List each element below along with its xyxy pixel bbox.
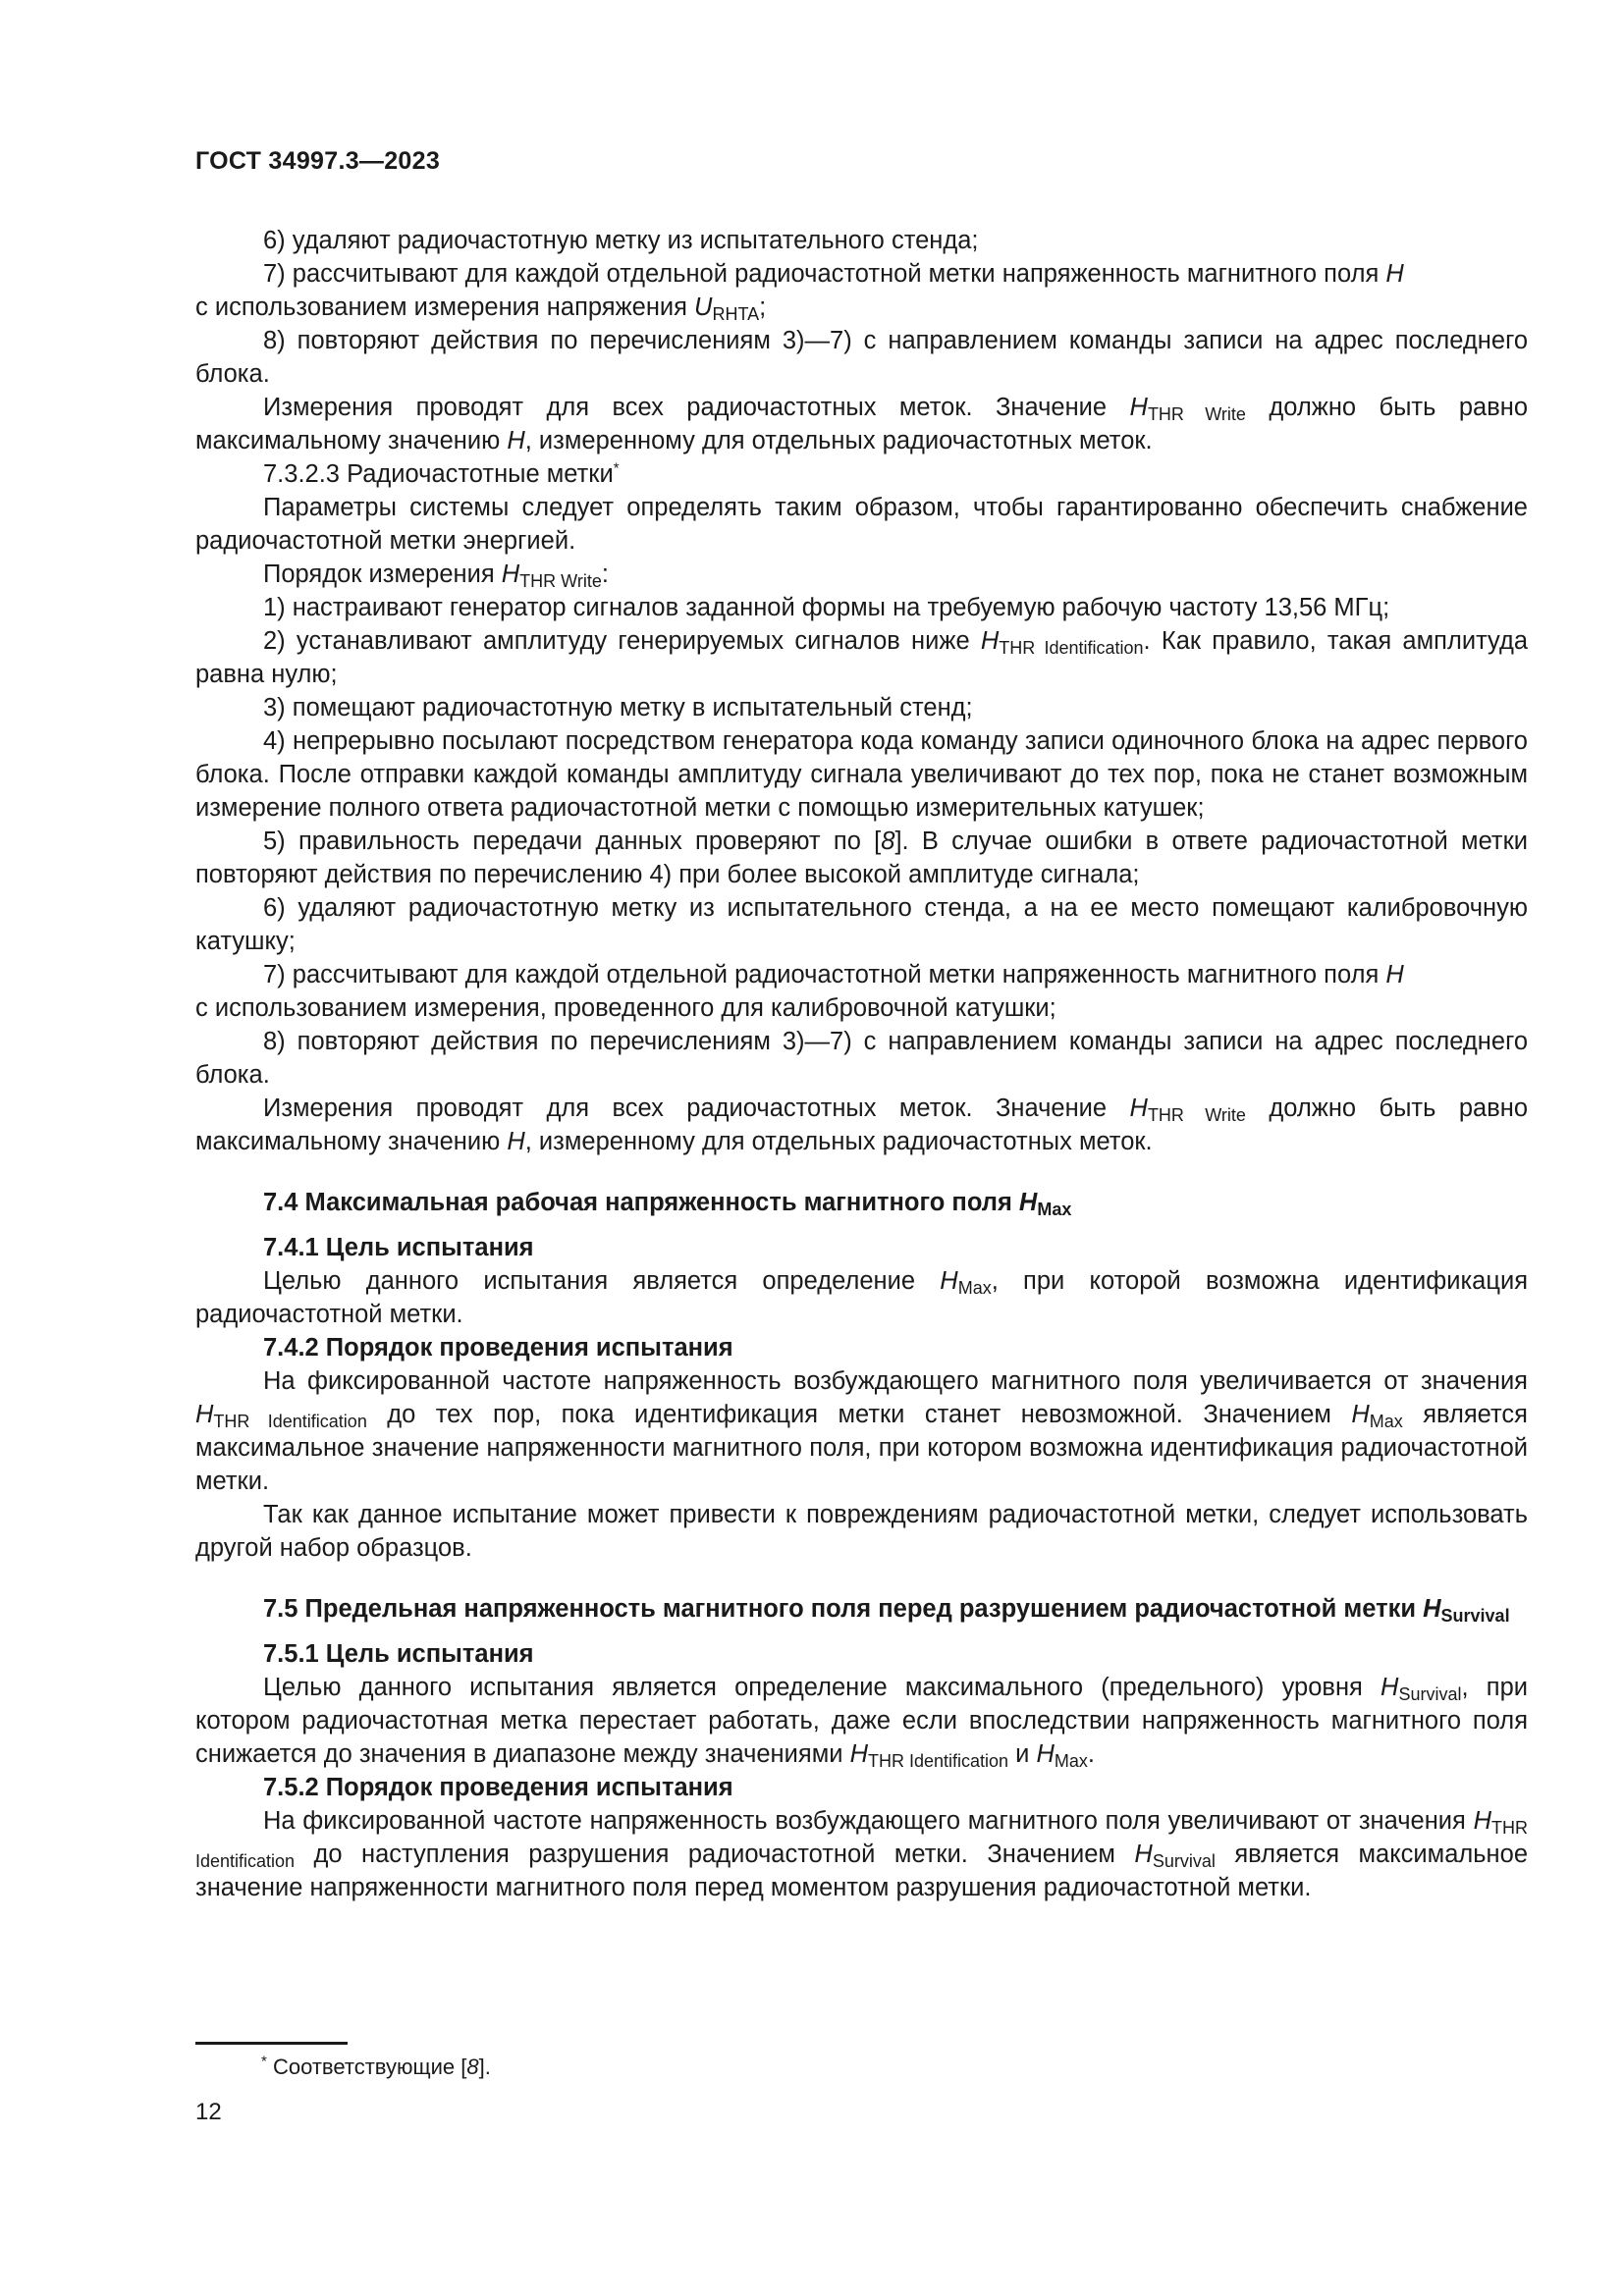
order-step-4: 4) непрерывно посылают посредством генератора кода команду записи одиночного блока на адрес первого блока. После отправки каждой команды амплитуду сигнала увеличивают до тех пор, пока не станет возможным измерение полного ответа радиочастотной метки с помощью измерительных катушек; [195,727,1528,822]
section-7-5-heading: 7.5 Предельная напряженность магнитного поля перед разрушением радиочастотной метки $H_{Survival}$ [263,1595,1510,1626]
section-7-4-heading: 7.4 Максимальная рабочая напряженность магнитного поля $H_{Max}$ [263,1189,1072,1219]
order-step-3: 3) помещают радиочастотную метку в испытательный стенд; [263,694,973,721]
footnote-divider [195,2042,348,2045]
order-step-5: 5) правильность передачи данных проверяют по [8]. В случае ошибки в ответе радиочастотной метки повторяют действия по перечислению 4) при более высокой амплитуде сигнала; [195,828,1528,888]
section-7-5-2-text: На фиксированной частоте напряженность возбуждающего магнитного поля увеличивают от значения $H_{THR Identification}$ до наступления разрушения радиочастотной метки. Значением $H_{Survival}$ является максимальное значение напряженности магнитного поля перед моментом разрушения радиочастотной метки. [195,1807,1529,1901]
system-params: Параметры системы следует определять таким образом, чтобы гарантированно обеспечить снабжение радиочастотной метки энергией. [195,494,1528,555]
section-7-5-1-heading: 7.5.1 Цель испытания [263,1640,534,1668]
section-7-4-2-heading: 7.4.2 Порядок проведения испытания [263,1334,733,1362]
order-step-2: 2) устанавливают амплитуду генерируемых сигналов ниже $H_{THR Identification}$. Как правило, такая амплитуда равна нулю; [195,627,1529,688]
section-7-4-1-heading: 7.4.1 Цель испытания [263,1234,534,1261]
footnote: * Соответствующие [8]. [261,2053,491,2079]
step-7: 7) рассчитывают для каждой отдельной радиочастотной метки напряженность магнитного поля H с использованием измерения напряжения $U_{RHTA}$; [195,260,1404,324]
step-8: 8) повторяют действия по перечислениям 3)—7) с направлением команды записи на адрес последнего блока. [195,327,1528,388]
measurement-note-2: Измерения проводят для всех радиочастотных меток. Значение $H_{THR Write}$ должно быть равно максимальному значению H, измеренному для отдельных радиочастотных меток. [195,1095,1529,1155]
order-step-1: 1) настраивают генератор сигналов заданной формы на требуемую рабочую частоту 13,56 МГц; [263,594,1390,621]
section-7-3-2-3: 7.3.2.3 Радиочастотные метки* [263,459,620,488]
page-number: 12 [195,2099,222,2125]
document-header: ГОСТ 34997.3—2023 [195,147,441,175]
section-7-5-2-heading: 7.5.2 Порядок проведения испытания [263,1774,733,1801]
step-6: 6) удаляют радиочастотную метку из испытательного стенда; [263,227,979,254]
measurement-order: Порядок измерения $H_{THR Write}$: [263,561,609,591]
measurement-note: Измерения проводят для всех радиочастотных меток. Значение $H_{THR Write}$ должно быть равно максимальному значению H, измеренному для отдельных радиочастотных меток. [195,394,1529,454]
section-7-4-2-note: Так как данное испытание может привести к повреждениям радиочастотной метки, следует использовать другой набор образцов. [195,1501,1528,1562]
section-7-4-1-text: Целью данного испытания является определение $H_{Max}$, при которой возможна идентификация радиочастотной метки. [195,1267,1529,1328]
page-body [195,224,1528,1904]
order-step-6: 6) удаляют радиочастотную метку из испытательного стенда, а на ее место помещают калибровочную катушку; [195,894,1528,955]
footnote-marker: * [613,459,620,477]
section-7-4-2-text: На фиксированной частоте напряженность возбуждающего магнитного поля увеличивается от значения $H_{THR Identification}$ до тех пор, пока идентификация метки станет невозможной. Значением $H_{Max}$ является максимальное значение напряженности магнитного поля, при котором возможна идентификация радиочастотной метки. [195,1367,1528,1495]
order-step-8: 8) повторяют действия по перечислениям 3)—7) с направлением команды записи на адрес последнего блока. [195,1028,1528,1089]
section-7-5-1-text: Целью данного испытания является определение максимального (предельного) уровня $H_{Survival}$, при котором радиочастотная метка перестает работать, даже если впоследствии напряженность магнитного поля снижается до значения в диапазоне между значениями $H_{THR Identification}$ и $H_{Max}$. [195,1674,1528,1771]
order-step-7: 7) рассчитывают для каждой отдельной радиочастотной метки напряженность магнитного поля H с использованием измерения, проведенного для калибровочной катушки; [195,961,1404,1022]
